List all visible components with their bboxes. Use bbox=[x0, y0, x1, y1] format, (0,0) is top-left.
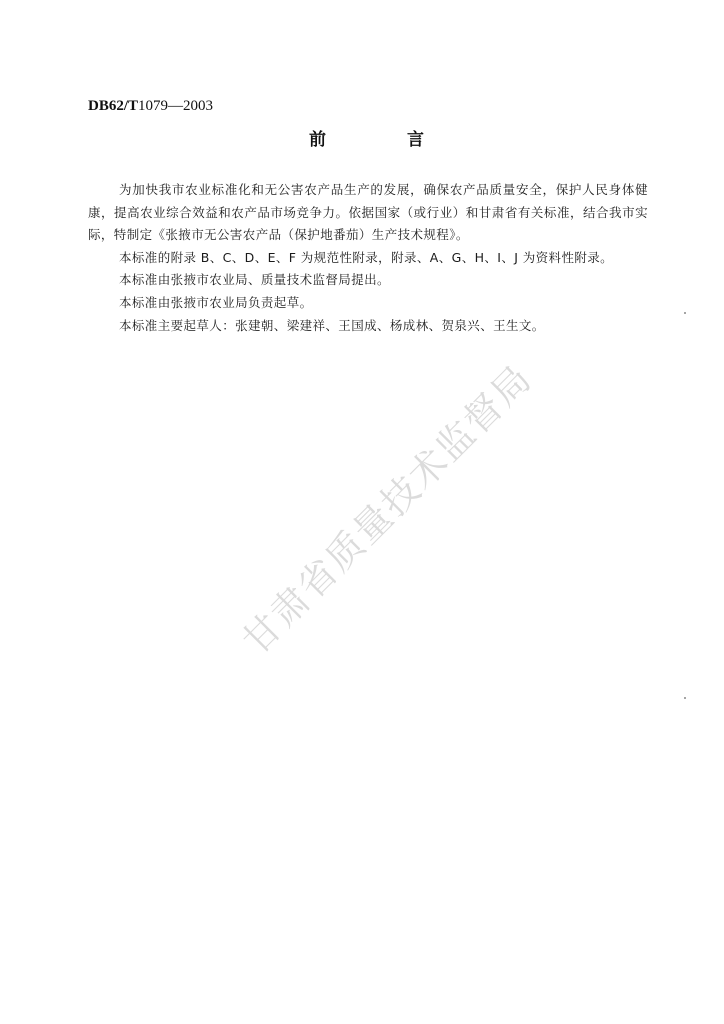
paragraph-purpose: 为加快我市农业标准化和无公害农产品生产的发展，确保农产品质量安全，保护人民身体健康，提高农业综合效益和农产品市场竞争力。依据国家（或行业）和甘肃省有关标准，结合我市实际，特制定《张掖市无公害农产品（保护地番茄）生产技术规程》。 bbox=[88, 182, 648, 243]
standard-code-number: 1079—2003 bbox=[138, 98, 214, 114]
foreword-heading-char-2: 言 bbox=[407, 130, 424, 150]
paragraph-drafter: 本标准由张掖市农业局负责起草。 bbox=[119, 294, 313, 310]
paragraph-authors: 本标准主要起草人：张建朝、梁建祥、王国成、杨成林、贺泉兴、王生文。 bbox=[119, 317, 545, 333]
standard-code bbox=[88, 97, 213, 115]
foreword-heading bbox=[0, 129, 724, 151]
standard-code-prefix: DB62/T bbox=[88, 98, 139, 114]
paragraph-proposer: 本标准由张掖市农业局、质量技术监督局提出。 bbox=[119, 272, 390, 288]
watermark-stamp: 甘肃省质量技术监督局 bbox=[234, 356, 541, 663]
scan-speck bbox=[684, 312, 686, 314]
scan-speck bbox=[684, 697, 686, 699]
foreword-heading-char-1: 前 bbox=[309, 130, 326, 150]
foreword-body bbox=[88, 179, 648, 337]
paragraph-appendices: 本标准的附录 B、C、D、E、F 为规范性附录，附录、A、G、H、I、J 为资料性附录。 bbox=[119, 249, 614, 265]
